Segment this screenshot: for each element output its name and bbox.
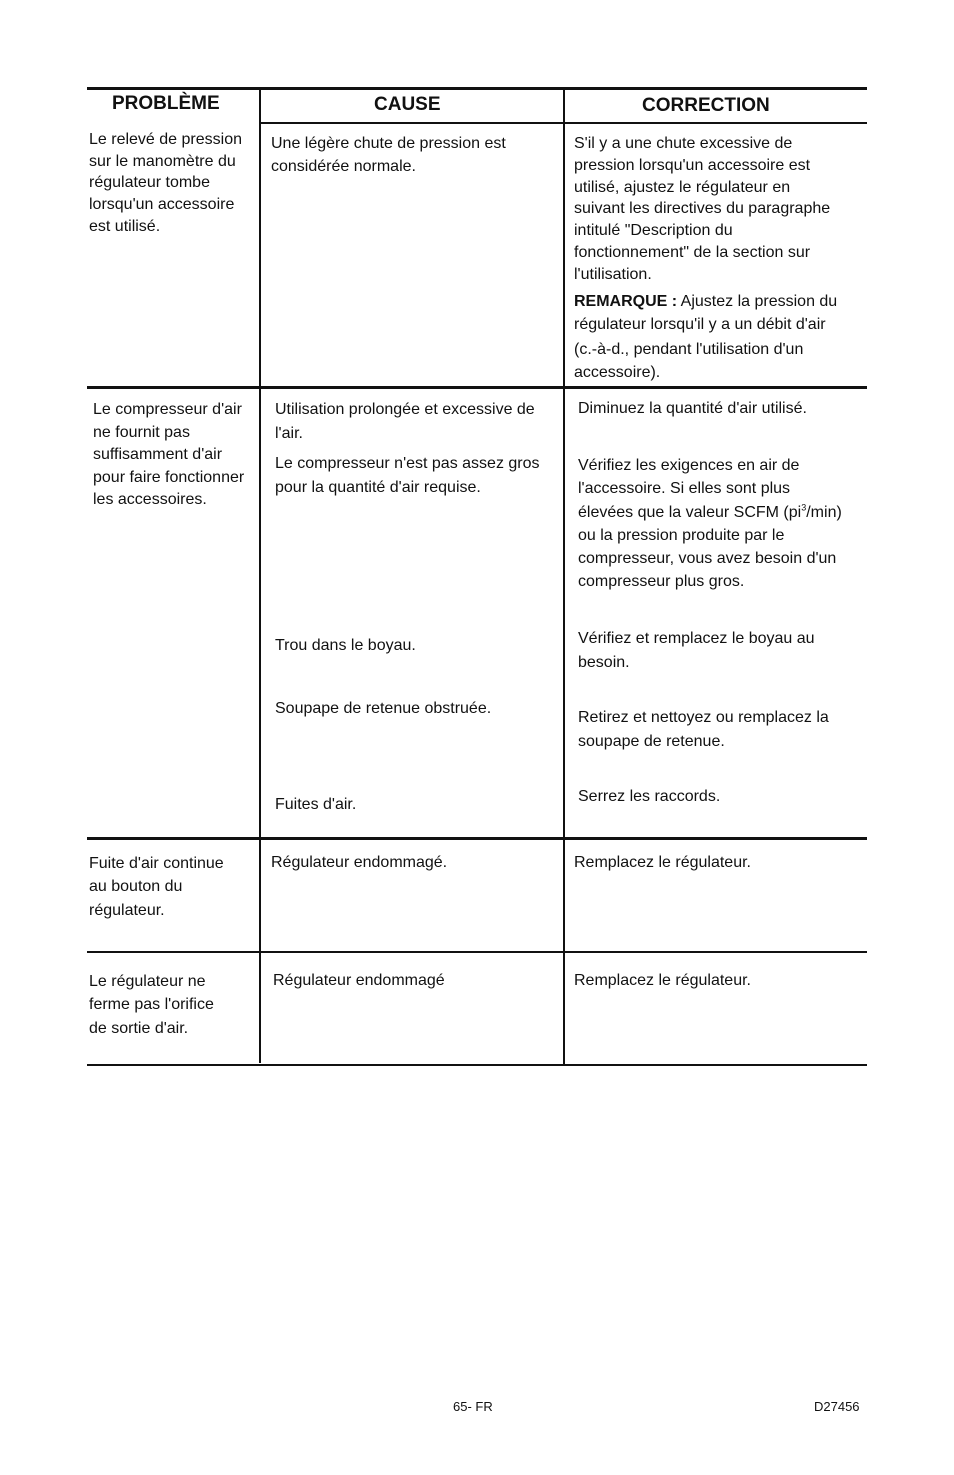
row1-cause: Une légère chute de pression est considérée normale.	[271, 135, 506, 175]
header-correction: CORRECTION	[642, 95, 770, 116]
row2-correction-1: Diminuez la quantité d'air utilisé.	[578, 400, 807, 417]
column-divider-1	[259, 89, 261, 1063]
row2-problem: Le compresseur d'air ne fournit pas suffisamment d'air pour faire fonctionner les accessoires.	[93, 401, 245, 508]
row1-correction: S'il y a une chute excessive de pression lorsqu'un accessoire est utilisé, ajustez le régulateur en suivant les directives du paragraphe intitulé "Description du fonctionnement" de la section sur l'utilisation.	[574, 135, 831, 283]
row2-correction-3: Vérifiez et remplacez le boyau au besoin.	[578, 630, 815, 671]
document-code: D27456	[814, 1399, 860, 1414]
column-divider-2	[563, 89, 565, 1064]
row3-cause: Régulateur endommagé.	[271, 854, 448, 871]
row2-cause-1: Utilisation prolongée et excessive de l'air.	[275, 401, 535, 442]
header-problem: PROBLÈME	[112, 93, 220, 114]
note-text: Ajustez la pression du régulateur lorsqu'il y a un débit d'air	[574, 293, 838, 333]
row4-problem: Le régulateur ne ferme pas l'orifice de sortie d'air.	[89, 973, 214, 1037]
row2-cause-5: Fuites d'air.	[275, 796, 357, 813]
row1-correction-note-cont: (c.-à-d., pendant l'utilisation d'un accessoire).	[574, 341, 804, 381]
row2-correction-5: Serrez les raccords.	[578, 788, 721, 805]
table-top-rule	[87, 87, 867, 90]
row-rule-1	[87, 386, 867, 389]
table-bottom-rule	[87, 1064, 867, 1066]
row1-problem: Le relevé de pression sur le manomètre du régulateur tombe lorsqu'un accessoire est utilisé.	[89, 131, 242, 235]
row2-cause-2: Le compresseur n'est pas assez gros pour la quantité d'air requise.	[275, 455, 540, 496]
page-number: 65- FR	[453, 1399, 493, 1414]
note-label: REMARQUE :	[574, 293, 678, 310]
row-rule-3	[87, 951, 867, 953]
row2-cause-4: Soupape de retenue obstruée.	[275, 700, 492, 717]
row4-correction: Remplacez le régulateur.	[574, 972, 751, 989]
row1-correction-note	[574, 291, 837, 336]
row-rule-2	[87, 837, 867, 840]
row3-problem: Fuite d'air continue au bouton du régulateur.	[89, 855, 224, 919]
row2-correction-4: Retirez et nettoyez ou remplacez la soupape de retenue.	[578, 709, 829, 750]
row2-cause-3: Trou dans le boyau.	[275, 637, 416, 654]
header-cause: CAUSE	[374, 94, 441, 115]
row3-correction: Remplacez le régulateur.	[574, 854, 751, 871]
row2-correction-2: Vérifiez les exigences en air de l'accessoire. Si elles sont plus élevées que la valeur SCFM $(pi^3/\min)$ ou la pression produite par le compresseur, vous avez besoin d'un compresseur plus gros.	[578, 457, 842, 591]
row4-cause: Régulateur endommagé	[273, 972, 445, 989]
